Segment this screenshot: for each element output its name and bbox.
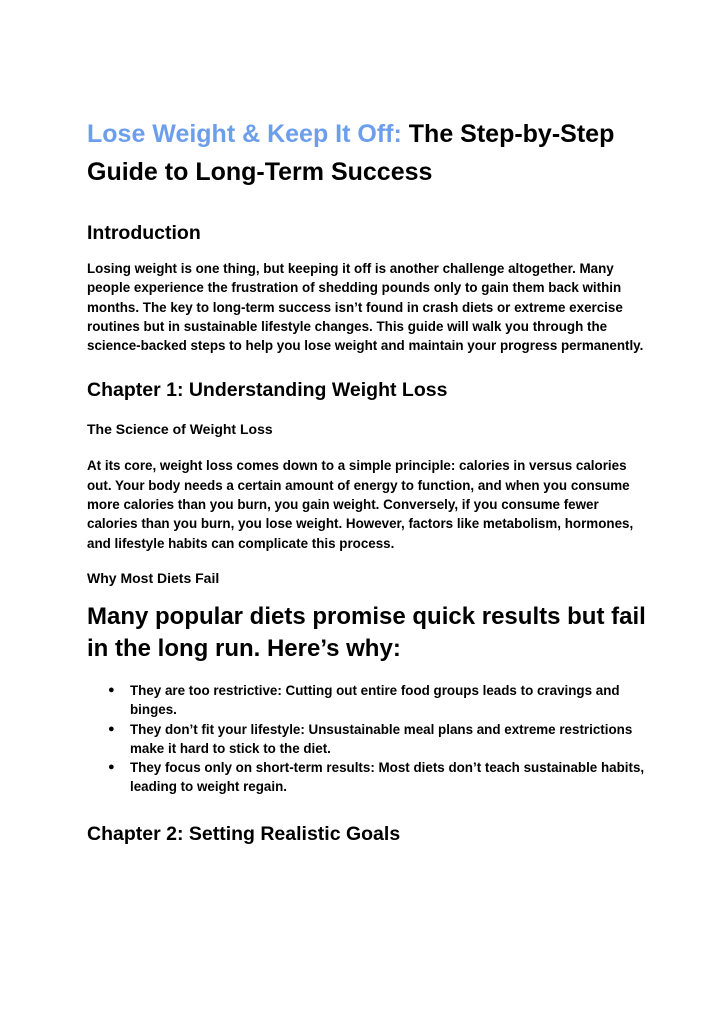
document-title xyxy=(87,115,647,191)
chapter1-heading: Chapter 1: Understanding Weight Loss xyxy=(87,379,448,402)
diets-heading: Why Most Diets Fail xyxy=(87,569,220,586)
list-item xyxy=(87,681,647,720)
bullet-icon: ● xyxy=(108,761,115,774)
title-rest: The Step-by-Step Guide to Long-Term Success xyxy=(87,120,615,186)
list-item xyxy=(87,758,647,797)
intro-heading: Introduction xyxy=(87,222,201,244)
bullet-icon: ● xyxy=(108,683,115,696)
diet-failure-list xyxy=(87,681,647,797)
title-accent: Lose Weight & Keep It Off: xyxy=(87,120,402,148)
intro-paragraph: Losing weight is one thing, but keeping it off is another challenge altogether. Many people experience the frustration of shedding pounds only to gain them back within months. The key to long-term success isn’t found in crash diets or extreme exercise routines but in sustainable lifestyle changes. This guide will walk you through the science-backed steps to help you lose weight and maintain your progress permanently. xyxy=(87,261,644,354)
list-item-text: They focus only on short-term results: Most diets don’t teach sustainable habits, leading to weight regain. xyxy=(130,760,645,795)
diets-intro-text: Many popular diets promise quick results but fail in the long run. Here’s why: xyxy=(87,602,646,662)
document-page xyxy=(87,112,647,847)
list-item-text: They are too restrictive: Cutting out entire food groups leads to cravings and binges. xyxy=(130,682,620,718)
list-item xyxy=(87,720,647,759)
science-heading: The Science of Weight Loss xyxy=(87,421,273,438)
chapter2-heading: Chapter 2: Setting Realistic Goals xyxy=(87,822,401,845)
science-paragraph: At its core, weight loss comes down to a simple principle: calories in versus calories out. Your body needs a certain amount of energy to function, and when you consume more calories than you burn, you gain weight. Conversely, if you consume fewer calories than you burn, you lose weight. However, factors like metabolism, hormones, and lifestyle habits can complicate this process. xyxy=(87,458,634,551)
bullet-icon: ● xyxy=(108,722,115,735)
list-item-text: They don’t fit your lifestyle: Unsustainable meal plans and extreme restrictions make it hard to stick to the diet. xyxy=(130,721,633,756)
